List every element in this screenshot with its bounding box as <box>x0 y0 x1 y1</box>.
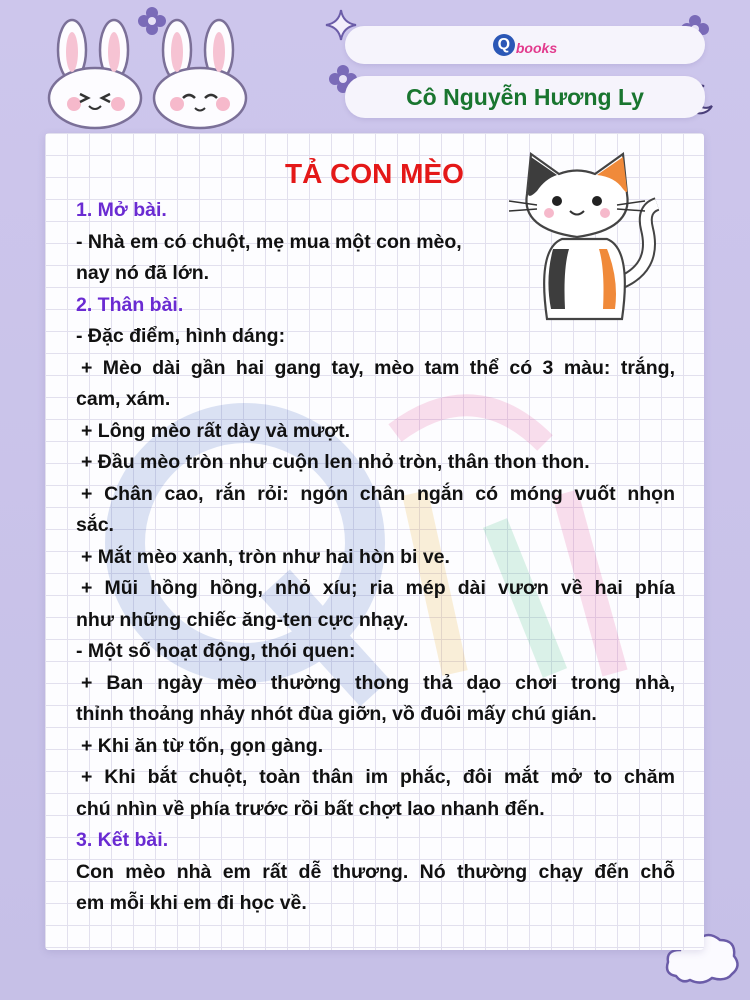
qbooks-logo <box>493 34 557 56</box>
essay-title: TẢ CON MÈO <box>285 158 464 189</box>
text-line: + Mèo dài gần hai gang tay, mèo tam thể có 3 màu: trắng, <box>81 356 675 379</box>
text-line: - Nhà em có chuột, mẹ mua một con mèo, <box>76 230 462 253</box>
text-line: nay nó đã lớn. <box>76 262 210 284</box>
logo-letter: Q <box>493 34 515 56</box>
content-card <box>45 133 704 950</box>
text-line: thỉnh thoảng nhảy nhót đùa giỡn, vồ đuôi mấy chú gián. <box>76 703 597 725</box>
text-line: + Lông mèo rất dày và mượt. <box>81 419 351 442</box>
text-line: + Ban ngày mèo thường thong thả dạo chơi trong nhà, <box>81 671 675 694</box>
teacher-banner <box>345 76 705 118</box>
logo-banner <box>345 26 705 64</box>
text-line: - Một số hoạt động, thói quen: <box>76 640 356 662</box>
section-heading-intro: 1. Mở bài. <box>76 199 167 221</box>
text-line: + Mũi hồng hồng, nhỏ xíu; ria mép dài vươn về hai phía <box>81 577 675 599</box>
section-heading-body: 2. Thân bài. <box>76 293 184 316</box>
bunny-left-icon <box>40 18 150 130</box>
text-line: + Khi bắt chuột, toàn thân im phắc, đôi mắt mở to chăm <box>81 766 675 788</box>
flower-icon <box>137 6 167 36</box>
text-line: như những chiếc ăng-ten cực nhạy. <box>76 608 409 631</box>
text-line: cam, xám. <box>76 388 171 410</box>
text-line: Con mèo nhà em rất dễ thương. Nó thường chạy đến chỗ <box>76 860 675 883</box>
essay-body <box>76 195 675 920</box>
text-line: + Chân cao, rắn rỏi: ngón chân ngắn có móng vuốt nhọn <box>81 482 675 505</box>
text-line: - Đặc điểm, hình dáng: <box>76 325 286 347</box>
text-line: + Đầu mèo tròn như cuộn len nhỏ tròn, thân thon thon. <box>81 451 590 473</box>
text-line: + Mắt mèo xanh, tròn như hai hòn bi ve. <box>81 545 450 568</box>
text-line: chú nhìn về phía trước rồi bất chợt lao nhanh đến. <box>76 797 545 820</box>
section-heading-conclusion: 3. Kết bài. <box>76 829 169 851</box>
text-line: sắc. <box>76 514 114 536</box>
teacher-name: Cô Nguyễn Hương Ly <box>406 83 644 110</box>
logo-text: books <box>515 40 558 56</box>
text-line: em mỗi khi em đi học về. <box>76 892 307 914</box>
text-line: + Khi ăn từ tốn, gọn gàng. <box>81 734 324 757</box>
